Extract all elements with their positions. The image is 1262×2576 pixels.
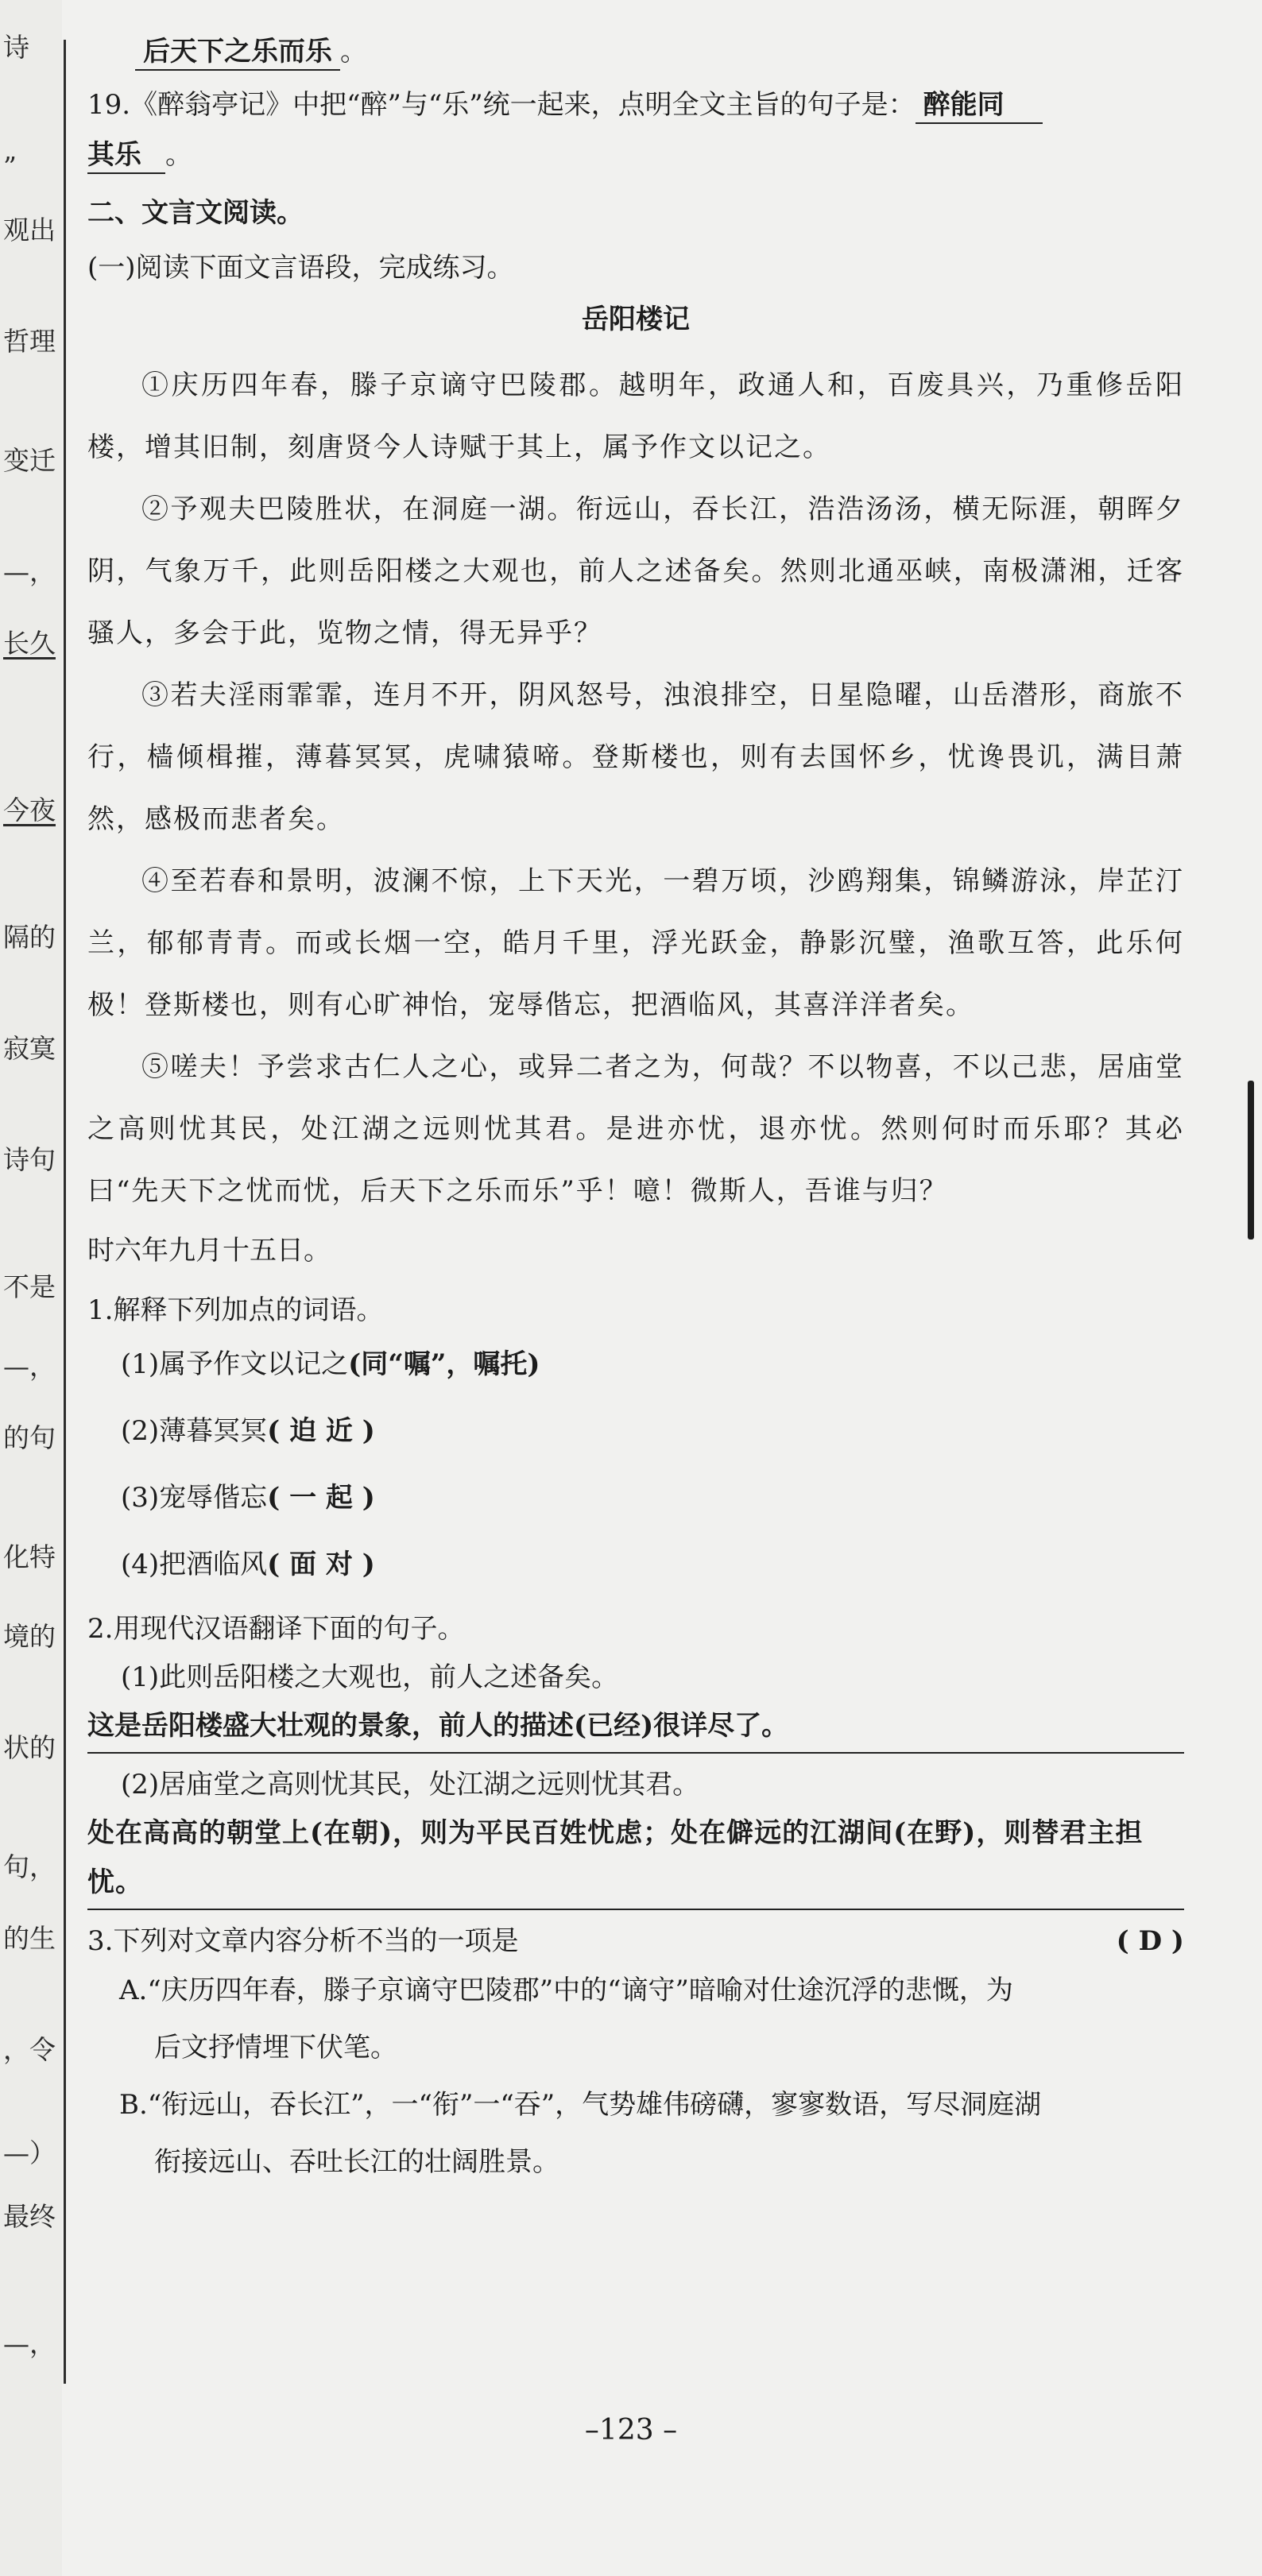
passage-title: 岳阳楼记: [582, 304, 690, 335]
q1-item-answer: (同“嘱”，嘱托): [348, 1348, 540, 1380]
question-2: 2.用现代汉语翻译下面的句子。: [87, 1613, 465, 1645]
margin-fragment: 句，: [3, 1851, 56, 1882]
q1-item-answer: ( 面 对 ): [267, 1549, 375, 1580]
margin-fragment: —，: [3, 1351, 56, 1382]
q1-item-answer: ( 迫 近 ): [267, 1415, 375, 1447]
q3-prompt: 3.下列对文章内容分析不当的一项是: [87, 1925, 519, 1957]
margin-fragment: 寂寞: [3, 1033, 56, 1064]
margin-fragment: —，: [3, 556, 56, 587]
question-19-cont: [87, 135, 1184, 176]
q1-item-text: (4)把酒临风: [121, 1549, 268, 1580]
margin-fragment: 变迁: [3, 445, 56, 476]
q19-suffix: 。: [165, 139, 192, 171]
q2-answer-2: 处在高高的朝堂上(在朝)，则为平民百姓忧虑；处在僻远的江湖间(在野)，则替君主担忧。: [87, 1808, 1184, 1910]
margin-fragment: 的句: [3, 1422, 56, 1453]
date-line: 时六年九月十五日。: [87, 1235, 331, 1267]
top-answer-suffix: 。: [340, 36, 367, 68]
question-1: 1.解释下列加点的词语。: [87, 1294, 384, 1326]
q1-item-text: (3)宠辱偕忘: [121, 1482, 268, 1514]
margin-fragment: 境的: [3, 1621, 56, 1652]
page-number: –123 –: [584, 2414, 678, 2446]
q2-item-1: (1)此则岳阳楼之大观也，前人之述备矣。: [121, 1661, 619, 1693]
margin-fragment: ”: [3, 151, 17, 182]
margin-fragment: 今夜: [3, 795, 56, 826]
paragraph-3: ③若夫淫雨霏霏，连月不开，阴风怒号，浊浪排空，日星隐曜，山岳潜形，商旅不行，樯倾楫摧，薄暮冥冥，虎啸猿啼。登斯楼也，则有去国怀乡，忧谗畏讥，满目萧然，感极而悲者矣。: [87, 679, 1184, 835]
q3-option-b: B.“衔远山，吞长江”，一“衔”一“吞”，气势雄伟磅礴，寥寥数语，写尽洞庭湖: [119, 2089, 1042, 2121]
main-content: [87, 32, 1184, 2191]
section-title: 二、文言文阅读。: [87, 197, 304, 229]
margin-fragment: 化特: [3, 1541, 56, 1572]
margin-fragment: —）: [3, 2137, 56, 2168]
q2-answer-1: 这是岳阳楼盛大壮观的景象，前人的描述(已经)很详尽了。: [87, 1701, 1184, 1754]
margin-fragment: 长久: [3, 628, 56, 659]
margin-fragment: —，: [3, 2328, 56, 2359]
margin-fragment: 诗: [3, 32, 29, 63]
q1-item-text: (2)薄暮冥冥: [121, 1415, 268, 1447]
q3-option-a-cont: 后文抒情埋下伏笔。: [154, 2032, 397, 2064]
column-divider: [64, 40, 66, 2384]
q1-item-2: [87, 1398, 1184, 1464]
paragraph-4: ④至若春和景明，波澜不惊，上下天光，一碧万顷，沙鸥翔集，锦鳞游泳，岸芷汀兰，郁郁青青。而或长烟一空，皓月千里，浮光跃金，静影沉璧，渔歌互答，此乐何极！登斯楼也，则有心旷神怡，宠辱偕忘，把酒临风，其喜洋洋者矣。: [87, 865, 1184, 1021]
scan-edge-mark: [1248, 1081, 1254, 1240]
margin-fragment: 隔的: [3, 922, 56, 953]
margin-fragment: 诗句: [3, 1144, 56, 1175]
q1-item-4: [87, 1531, 1184, 1598]
q19-answer-part2: 其乐: [87, 137, 165, 174]
question-3: [87, 1921, 1184, 1962]
margin-fragment: 观出: [3, 215, 56, 246]
q1-item-answer: ( 一 起 ): [267, 1482, 375, 1514]
q3-option-b-cont: 衔接远山、吞吐长江的壮阔胜景。: [154, 2146, 559, 2178]
margin-fragment: 的生: [3, 1923, 56, 1954]
q19-prefix: 19.《醉翁亭记》中把“醉”与“乐”统一起来，点明全文主旨的句子是：: [87, 89, 916, 121]
q1-item-text: (1)属予作文以记之: [121, 1348, 349, 1380]
paragraph-2: ②予观夫巴陵胜状，在洞庭一湖。衔远山，吞长江，浩浩汤汤，横无际涯，朝晖夕阴，气象万千，此则岳阳楼之大观也，前人之述备矣。然则北通巫峡，南极潇湘，迁客骚人，多会于此，览物之情，得无异乎？: [87, 493, 1184, 649]
paragraph-1: ①庆历四年春，滕子京谪守巴陵郡。越明年，政通人和，百废具兴，乃重修岳阳楼，增其旧制，刻唐贤今人诗赋于其上，属予作文以记之。: [87, 369, 1184, 463]
margin-fragment: ，令: [3, 2034, 56, 2065]
paragraph-5: ⑤嗟夫！予尝求古仁人之心，或异二者之为，何哉？不以物喜，不以己悲，居庙堂之高则忧其民，处江湖之远则忧其君。是进亦忧，退亦忧。然则何时而乐耶？其必曰“先天下之忧而忧，后天下之乐而乐”乎！噫！微斯人，吾谁与归？: [87, 1051, 1184, 1207]
q2-item-2: (2)居庙堂之高则忧其民，处江湖之远则忧其君。: [121, 1769, 700, 1800]
margin-fragment: 不是: [3, 1271, 56, 1302]
margin-fragment: 哲理: [3, 326, 56, 357]
margin-fragment: 状的: [3, 1732, 56, 1763]
sub-section: (一)阅读下面文言语段，完成练习。: [87, 252, 514, 284]
q1-items: [87, 1331, 1184, 1598]
top-answer-line: [87, 32, 1184, 72]
top-answer: 后天下之乐而乐: [135, 34, 340, 71]
q1-item-3: [87, 1464, 1184, 1531]
q19-answer-part1: 醉能同: [916, 87, 1043, 124]
q3-option-a: A.“庆历四年春，滕子京谪守巴陵郡”中的“谪守”暗喻对仕途沉浮的悲慨，为: [119, 1975, 1013, 2006]
passage: [87, 354, 1184, 1279]
q1-item-1: [87, 1331, 1184, 1398]
q3-answer: ( D ): [1116, 1925, 1184, 1957]
question-19: [87, 85, 1184, 126]
margin-fragment: 最终: [3, 2201, 56, 2232]
